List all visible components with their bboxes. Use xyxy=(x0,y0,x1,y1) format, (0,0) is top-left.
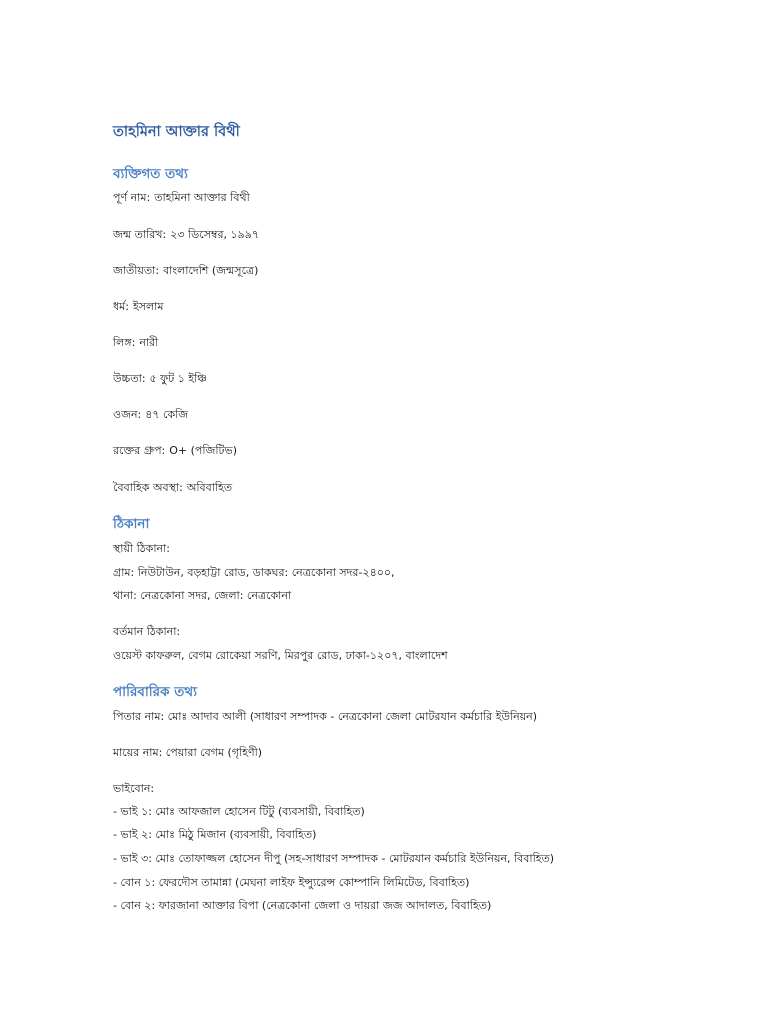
sibling-item: - ভাই ২: মোঃ মিঠু মিজান (ব্যবসায়ী, বিবাহিত) xyxy=(113,828,317,841)
field-full-name xyxy=(113,191,250,205)
sibling-item: - ভাই ৩: মোঃ তোফাজ্জল হোসেন দীপু (সহ-সাধারণ সম্পাদক - মোটরযান কর্মচারি ইউনিয়ন, বিবাহিত) xyxy=(113,852,555,865)
field-value: ইসলাম xyxy=(132,300,164,313)
field-value: ৪৭ কেজি xyxy=(145,408,189,421)
field-nationality xyxy=(113,264,258,278)
document-title: তাহমিনা আক্তার বিথী xyxy=(113,124,240,140)
field-marital-status xyxy=(113,481,232,495)
field-label: জন্ম তারিখ: xyxy=(113,228,167,241)
field-value: নারী xyxy=(139,336,159,349)
field-weight xyxy=(113,408,188,422)
present-address-label: বর্তমান ঠিকানা: xyxy=(113,625,181,638)
field-label: উচ্চতা: xyxy=(113,372,146,385)
sibling-item: - বোন ২: ফারজানা আক্তার বিপা (নেত্রকোনা জেলা ও দায়রা জজ আদালত, বিবাহিত) xyxy=(113,899,492,912)
permanent-address-label: স্থায়ী ঠিকানা: xyxy=(113,542,170,555)
field-height xyxy=(113,372,207,386)
field-value: তাহমিনা আক্তার বিথী xyxy=(154,191,250,204)
father-name: পিতার নাম: মোঃ আদাব আলী (সাধারণ সম্পাদক - নেত্রকোনা জেলা মোটরযান কর্মচারি ইউনিয়ন) xyxy=(113,710,538,723)
field-label: রক্তের গ্রুপ: xyxy=(113,444,166,457)
present-address-line: ওয়েস্ট কাফরুল, বেগম রোকেয়া সরণি, মিরপুর রোড, ঢাকা-১২০৭, বাংলাদেশ xyxy=(113,649,448,662)
field-label: বৈবাহিক অবস্থা: xyxy=(113,481,183,494)
field-label: জাতীয়তা: xyxy=(113,264,160,277)
field-label: পূর্ণ নাম: xyxy=(113,191,151,204)
field-blood-group xyxy=(113,444,237,458)
section-heading-address: ঠিকানা xyxy=(113,516,150,532)
permanent-address-line-1: গ্রাম: নিউটাউন, বড়হাট্টা রোড, ডাকঘর: নেত্রকোনা সদর-২৪০০, xyxy=(113,566,395,579)
field-label: ধর্ম: xyxy=(113,300,129,313)
field-value: অবিবাহিত xyxy=(186,481,233,494)
field-religion xyxy=(113,300,163,314)
field-value: ২৩ ডিসেম্বর, ১৯৯৭ xyxy=(170,228,260,241)
siblings-label: ভাইবোন: xyxy=(113,782,155,795)
section-heading-family: পারিবারিক তথ্য xyxy=(113,684,198,700)
field-label: ওজন: xyxy=(113,408,142,421)
section-heading-personal: ব্যক্তিগত তথ্য xyxy=(113,166,188,182)
field-value: O+ (পজিটিভ) xyxy=(169,444,237,457)
field-birth-date xyxy=(113,228,259,242)
field-value: বাংলাদেশি (জন্মসূত্রে) xyxy=(163,264,259,277)
sibling-item: - বোন ১: ফেরদৌস তামান্না (মেঘনা লাইফ ইন্স্যুরেন্স কোম্পানি লিমিটেড, বিবাহিত) xyxy=(113,876,470,889)
sibling-item: - ভাই ১: মোঃ আফজাল হোসেন টিটু (ব্যবসায়ী, বিবাহিত) xyxy=(113,805,365,818)
field-gender xyxy=(113,336,158,350)
permanent-address-line-2: থানা: নেত্রকোনা সদর, জেলা: নেত্রকোনা xyxy=(113,589,292,602)
field-value: ৫ ফুট ১ ইঞ্চি xyxy=(149,372,207,385)
field-label: লিঙ্গ: xyxy=(113,336,136,349)
mother-name: মায়ের নাম: পেয়ারা বেগম (গৃহিণী) xyxy=(113,746,263,759)
